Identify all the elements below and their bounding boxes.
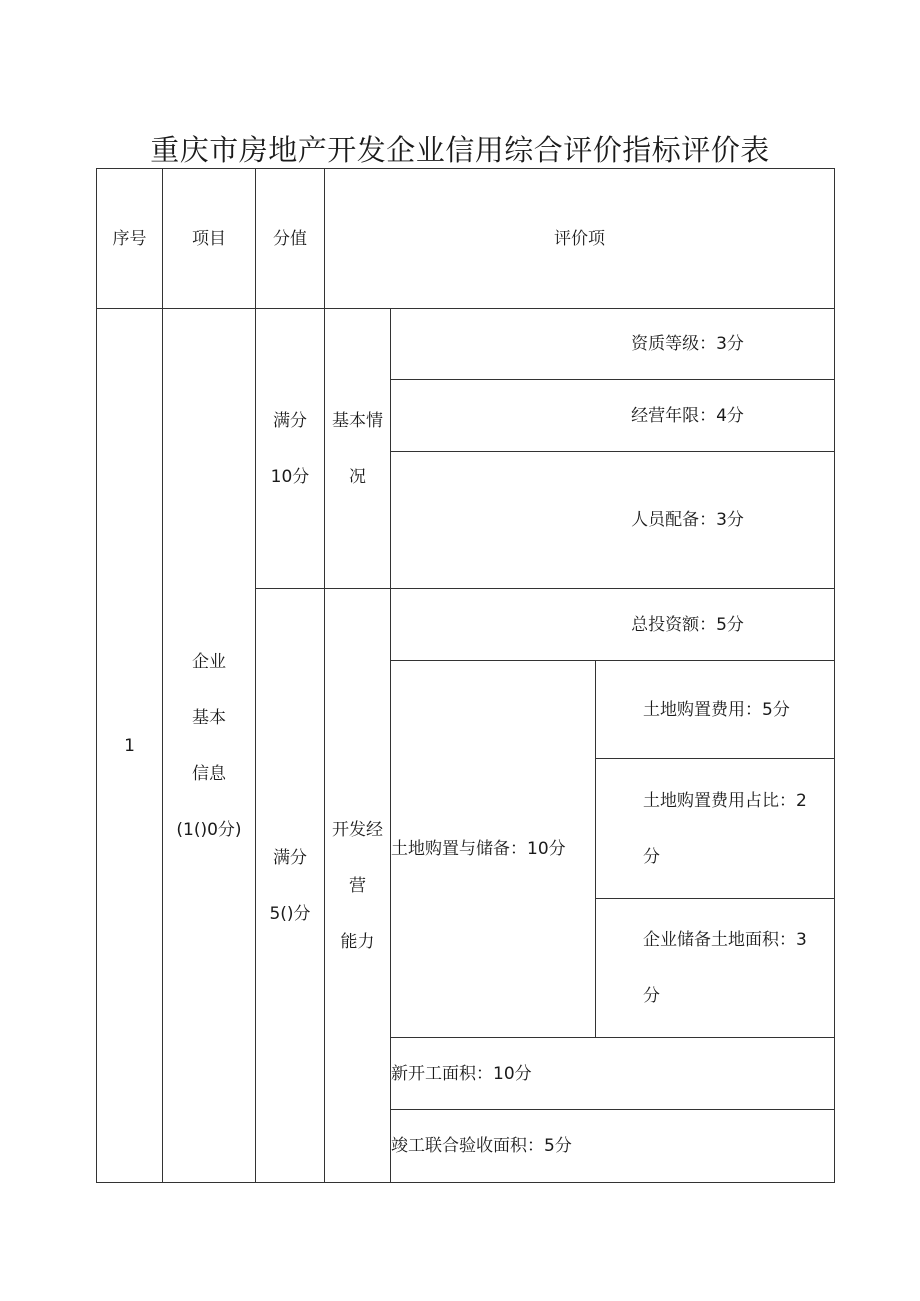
eval-qualification: 资质等级：3分	[390, 308, 835, 380]
header-eval: 评价项	[324, 168, 835, 309]
eval-land-cost-ratio	[595, 758, 835, 899]
eval-land-reserve	[595, 898, 835, 1038]
row-item-line: 企业	[191, 651, 226, 672]
group2-category-line: 能力	[340, 931, 375, 952]
eval-total-investment: 总投资额：5分	[390, 588, 835, 661]
group2-category-line: 营	[349, 875, 366, 896]
header-seq: 序号	[96, 168, 163, 309]
land-item-line: 土地购置费用：5分	[643, 699, 790, 720]
group2-score-line: 5()分	[269, 903, 311, 924]
row-item-line: (1()0分)	[176, 819, 242, 840]
group2-category	[324, 588, 391, 1183]
group2-category-line: 开发经	[332, 819, 383, 840]
group1-score-line: 10分	[270, 466, 310, 487]
page-title: 重庆市房地产开发企业信用综合评价指标评价表	[150, 133, 770, 167]
land-item-line: 企业储备土地面积：3	[643, 930, 807, 950]
eval-staffing: 人员配备：3分	[390, 451, 835, 589]
row-item-line: 基本	[191, 707, 226, 728]
group1-category-line: 况	[349, 466, 366, 487]
row-item	[162, 308, 256, 1183]
header-score: 分值	[255, 168, 325, 309]
group1-category	[324, 308, 391, 589]
land-item-line: 分	[643, 986, 660, 1006]
group1-score	[255, 308, 325, 589]
eval-new-construction: 新开工面积：10分	[390, 1037, 835, 1110]
group2-score-line: 满分	[273, 847, 307, 868]
group2-score	[255, 588, 325, 1183]
row-seq: 1	[96, 308, 163, 1183]
group1-score-line: 满分	[272, 410, 307, 431]
eval-land-label: 土地购置与储备：10分	[390, 660, 596, 1038]
header-item: 项目	[162, 168, 256, 309]
row-item-line: 信息	[191, 763, 226, 784]
group1-category-line: 基本情	[332, 410, 383, 431]
eval-years: 经营年限：4分	[390, 379, 835, 452]
eval-land-cost	[595, 660, 835, 759]
eval-completion: 竣工联合验收面积：5分	[390, 1109, 835, 1183]
land-item-line: 分	[643, 846, 660, 867]
land-item-line: 土地购置费用占比：2	[643, 790, 807, 811]
